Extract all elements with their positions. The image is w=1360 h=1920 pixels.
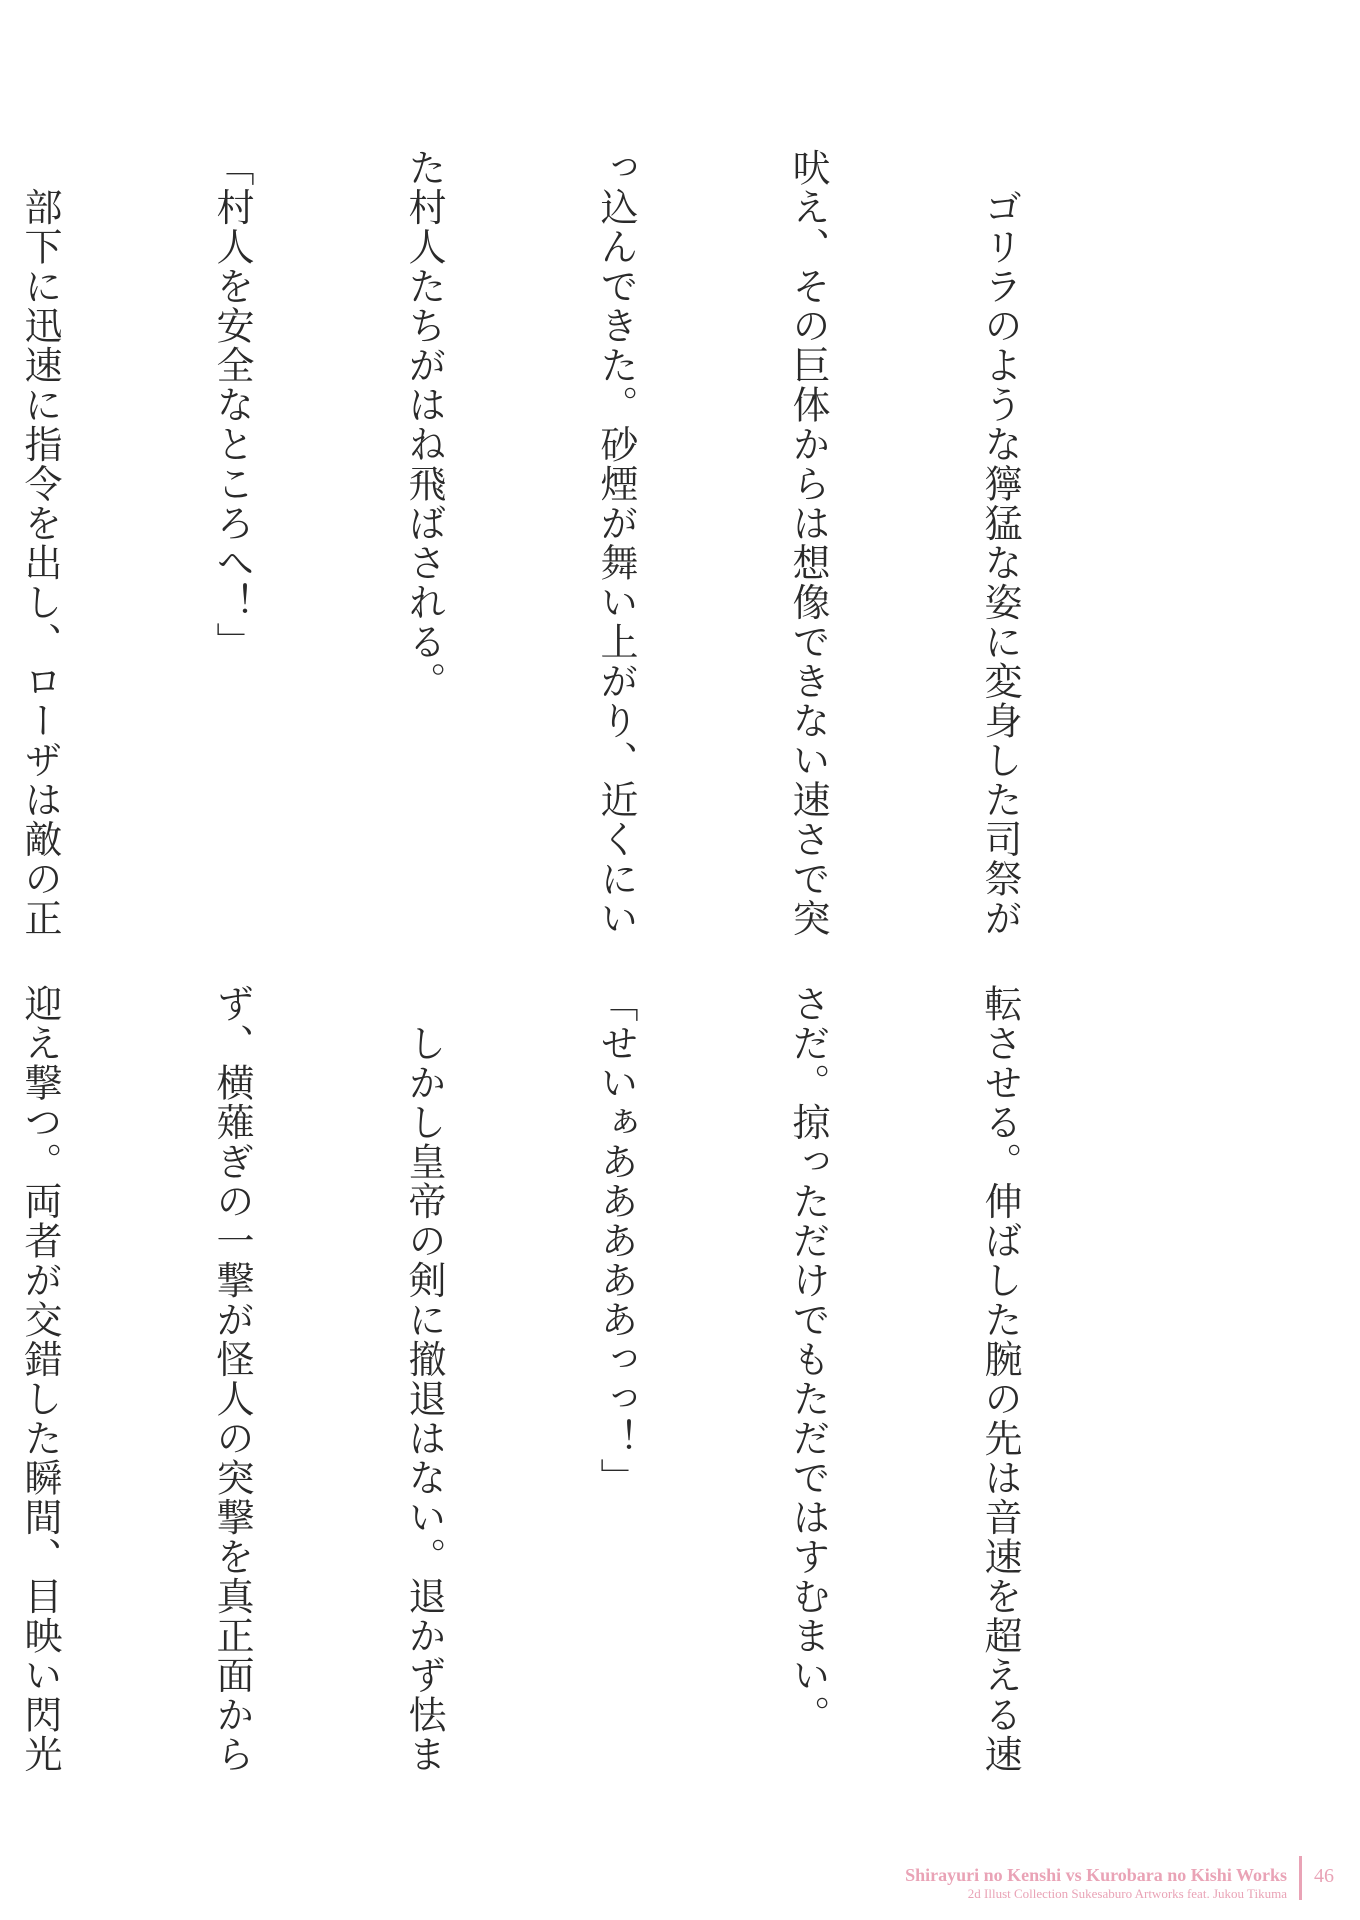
text-line: 「村人を安全なところへ！」: [210, 148, 254, 662]
footer-subtitle: 2d Illust Collection Sukesaburo Artworks feat. Jukou Tikuma: [967, 1886, 1287, 1901]
text-line: た村人たちがはね飛ばされる。: [402, 148, 446, 701]
footer-title: Shirayuri no Kenshi vs Kurobara no Kishi Works: [905, 1865, 1287, 1885]
text-line: ず、横薙ぎの一撃が怪人の突撃を真正面から: [210, 984, 254, 1774]
text-line: っ込んできた。砂煙が舞い上がり、近くにい: [594, 148, 638, 938]
text-line: 吠え、その巨体からは想像できない速さで突: [786, 148, 830, 938]
text-line: ゴリラのような獰猛な姿に変身した司祭が: [978, 148, 1022, 938]
text-line: 部下に迅速に指令を出し、ローザは敵の正: [18, 148, 62, 938]
body-text-bottom: [18, 984, 1160, 1784]
body-text-top: [18, 148, 1160, 948]
text-line: 転させる。伸ばした腕の先は音速を超える速: [978, 984, 1022, 1774]
text-line: しかし皇帝の剣に撤退はない。退かず怯ま: [402, 984, 446, 1774]
text-line: さだ。掠っただけでもただではすむまい。: [786, 984, 830, 1735]
page-number: 46: [1314, 1865, 1334, 1887]
text-line: 迎え撃つ。両者が交錯した瞬間、目映い閃光: [18, 984, 62, 1774]
page-footer: [905, 1846, 1334, 1902]
text-line: 「せいぁあああああっっ！」: [594, 984, 638, 1498]
footer-titles: [905, 1864, 1299, 1902]
